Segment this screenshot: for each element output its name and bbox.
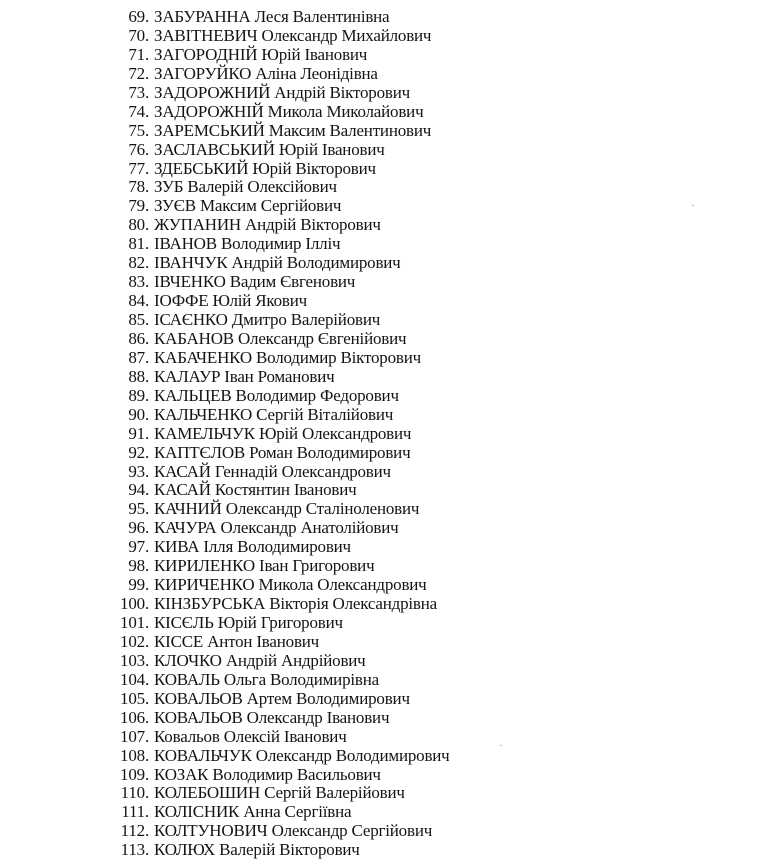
entry-number: 111. bbox=[121, 802, 149, 822]
entry-number: 84. bbox=[128, 291, 149, 311]
list-item bbox=[0, 538, 759, 557]
entry-number: 96. bbox=[128, 518, 149, 538]
entry-number: 72. bbox=[128, 63, 149, 83]
list-item bbox=[0, 822, 759, 841]
entry-name: ЗАГОРУЙКО Аліна Леонідівна bbox=[154, 63, 378, 83]
list-item bbox=[0, 160, 759, 179]
list-item bbox=[0, 671, 759, 690]
entry-name: КОЗАК Володимир Васильович bbox=[154, 764, 381, 784]
entry-number: 73. bbox=[128, 82, 149, 102]
entry-number: 90. bbox=[128, 404, 149, 424]
entry-number: 102. bbox=[120, 631, 149, 651]
entry-number: 86. bbox=[128, 328, 149, 348]
entry-number: 106. bbox=[120, 707, 149, 727]
scan-speck bbox=[500, 745, 502, 746]
list-item bbox=[0, 216, 759, 235]
list-item bbox=[0, 273, 759, 292]
entry-number: 109. bbox=[120, 764, 149, 784]
entry-number: 113. bbox=[120, 840, 149, 860]
entry-name: ЗАВІТНЕВИЧ Олександр Михайлович bbox=[154, 25, 432, 45]
entry-name: КІНЗБУРСЬКА Вікторія Олександрівна bbox=[154, 594, 437, 614]
entry-name: КОЛЕБОШИН Сергій Валерійович bbox=[154, 783, 405, 803]
entry-name: КАПТЄЛОВ Роман Володимирович bbox=[154, 442, 411, 462]
entry-number: 88. bbox=[128, 366, 149, 386]
entry-number: 98. bbox=[128, 556, 149, 576]
list-item bbox=[0, 387, 759, 406]
entry-name: ІСАЄНКО Дмитро Валерійович bbox=[154, 310, 381, 329]
entry-name: КАБАНОВ Олександр Євгенійович bbox=[154, 328, 407, 348]
entry-name: КІССЕ Антон Іванович bbox=[154, 631, 320, 651]
entry-name: ЗДЕБСЬКИЙ Юрій Вікторович bbox=[154, 158, 376, 178]
entry-name: КАЛАУР Іван Романович bbox=[154, 366, 335, 386]
entry-name: КАБАЧЕНКО Володимир Вікторович bbox=[154, 347, 421, 367]
entry-number: 71. bbox=[128, 44, 149, 64]
list-item bbox=[0, 103, 759, 122]
entry-name: КОВАЛЬОВ Артем Володимирович bbox=[154, 688, 410, 708]
entry-name: КАЧНИЙ Олександр Сталіноленович bbox=[154, 499, 420, 519]
entry-name: ІВАНОВ Володимир Ілліч bbox=[154, 234, 341, 254]
entry-name: КАЧУРА Олександр Анатолійович bbox=[154, 518, 399, 538]
entry-number: 89. bbox=[128, 385, 149, 405]
list-item bbox=[0, 235, 759, 254]
entry-name: КІСЄЛЬ Юрій Григорович bbox=[154, 613, 343, 632]
entry-number: 104. bbox=[120, 669, 149, 689]
entry-name: КАСАЙ Костянтин Іванович bbox=[154, 480, 357, 500]
list-item bbox=[0, 690, 759, 709]
list-item bbox=[0, 368, 759, 387]
list-item bbox=[0, 330, 759, 349]
entry-name: КАЛЬЦЕВ Володимир Федорович bbox=[154, 385, 399, 405]
entry-number: 70. bbox=[128, 25, 149, 45]
list-item bbox=[0, 463, 759, 482]
entry-name: ЗАГОРОДНІЙ Юрій Іванович bbox=[154, 44, 368, 64]
entry-number: 77. bbox=[128, 158, 149, 178]
entry-name: КИРИЧЕНКО Микола Олександрович bbox=[154, 575, 427, 595]
entry-number: 81. bbox=[128, 234, 149, 254]
entry-number: 95. bbox=[128, 499, 149, 519]
list-item bbox=[0, 728, 759, 747]
entry-name: КАСАЙ Геннадій Олександрович bbox=[154, 461, 391, 481]
entry-number: 108. bbox=[120, 745, 149, 765]
list-item bbox=[0, 747, 759, 766]
entry-name: КИРИЛЕНКО Іван Григорович bbox=[154, 556, 375, 576]
entry-name: ЗУБ Валерій Олексійович bbox=[154, 177, 337, 197]
entry-number: 107. bbox=[120, 726, 149, 746]
list-item bbox=[0, 709, 759, 728]
list-item bbox=[0, 576, 759, 595]
entry-name: КОЛІСНИК Анна Сергіївна bbox=[154, 802, 352, 822]
entry-number: 80. bbox=[128, 215, 149, 235]
entry-name: Ковальов Олексій Іванович bbox=[154, 726, 347, 746]
entry-number: 78. bbox=[128, 177, 149, 197]
entry-number: 105. bbox=[120, 688, 149, 708]
entry-name: КОВАЛЬ Ольга Володимирівна bbox=[154, 669, 379, 689]
entry-number: 100. bbox=[120, 594, 149, 614]
entry-number: 93. bbox=[128, 461, 149, 481]
list-item bbox=[0, 425, 759, 444]
entry-number: 74. bbox=[128, 101, 149, 121]
list-item bbox=[0, 519, 759, 538]
entry-number: 103. bbox=[120, 650, 149, 670]
list-item bbox=[0, 614, 759, 633]
entry-name: ЖУПАНИН Андрій Вікторович bbox=[154, 215, 381, 235]
list-item bbox=[0, 652, 759, 671]
entry-name: КОВАЛЬОВ Олександр Іванович bbox=[154, 707, 390, 727]
list-item bbox=[0, 254, 759, 273]
scan-speck bbox=[692, 205, 694, 206]
entry-name: ЗУЄВ Максим Сергійович bbox=[154, 196, 342, 216]
entry-number: 79. bbox=[128, 196, 149, 216]
list-item bbox=[0, 406, 759, 425]
entry-name: КАЛЬЧЕНКО Сергій Віталійович bbox=[154, 404, 394, 424]
entry-number: 82. bbox=[128, 253, 149, 273]
entry-name: КАМЕЛЬЧУК Юрій Олександрович bbox=[154, 423, 412, 443]
list-item bbox=[0, 557, 759, 576]
list-item bbox=[0, 27, 759, 46]
list-item bbox=[0, 46, 759, 65]
entry-number: 112. bbox=[120, 821, 149, 841]
entry-name: ІВЧЕНКО Вадим Євгенович bbox=[154, 272, 356, 292]
entry-number: 76. bbox=[128, 139, 149, 159]
list-item bbox=[0, 65, 759, 84]
entry-number: 85. bbox=[128, 310, 149, 329]
list-item bbox=[0, 84, 759, 103]
entry-name: ЗАРЕМСЬКИЙ Максим Валентинович bbox=[154, 120, 432, 140]
list-item bbox=[0, 292, 759, 311]
entry-name: ЗАДОРОЖНИЙ Андрій Вікторович bbox=[154, 82, 410, 102]
list-item bbox=[0, 595, 759, 614]
entry-number: 110. bbox=[120, 783, 149, 803]
list-item bbox=[0, 122, 759, 141]
entry-name: КОЛЮХ Валерій Вікторович bbox=[154, 840, 360, 860]
list-item bbox=[0, 784, 759, 803]
list-item bbox=[0, 349, 759, 368]
entry-number: 75. bbox=[128, 120, 149, 140]
entry-name: КОВАЛЬЧУК Олександр Володимирович bbox=[154, 745, 450, 765]
entry-number: 97. bbox=[128, 537, 149, 557]
list-item bbox=[0, 197, 759, 216]
entry-name: ІОФФЕ Юлій Якович bbox=[154, 291, 307, 311]
list-item bbox=[0, 500, 759, 519]
entry-number: 101. bbox=[120, 613, 149, 632]
entry-name: ІВАНЧУК Андрій Володимирович bbox=[154, 253, 401, 273]
entry-number: 69. bbox=[128, 7, 149, 26]
list-item bbox=[0, 311, 759, 330]
entry-number: 87. bbox=[128, 347, 149, 367]
list-item bbox=[0, 8, 759, 27]
name-list bbox=[0, 8, 759, 860]
entry-number: 99. bbox=[128, 575, 149, 595]
entry-name: КЛОЧКО Андрій Андрійович bbox=[154, 650, 366, 670]
list-item bbox=[0, 766, 759, 785]
entry-name: КИВА Ілля Володимирович bbox=[154, 537, 351, 557]
list-item bbox=[0, 141, 759, 160]
entry-name: ЗАДОРОЖНІЙ Микола Миколайович bbox=[154, 101, 424, 121]
entry-number: 92. bbox=[128, 442, 149, 462]
entry-number: 91. bbox=[128, 423, 149, 443]
list-item bbox=[0, 841, 759, 860]
entry-number: 94. bbox=[128, 480, 149, 500]
list-item bbox=[0, 444, 759, 463]
entry-number: 83. bbox=[128, 272, 149, 292]
list-item bbox=[0, 803, 759, 822]
entry-name: ЗАБУРАННА Леся Валентинівна bbox=[154, 7, 390, 26]
list-item bbox=[0, 178, 759, 197]
list-item bbox=[0, 481, 759, 500]
entry-name: ЗАСЛАВСЬКИЙ Юрій Іванович bbox=[154, 139, 385, 159]
entry-name: КОЛТУНОВИЧ Олександр Сергійович bbox=[154, 821, 433, 841]
list-item bbox=[0, 633, 759, 652]
